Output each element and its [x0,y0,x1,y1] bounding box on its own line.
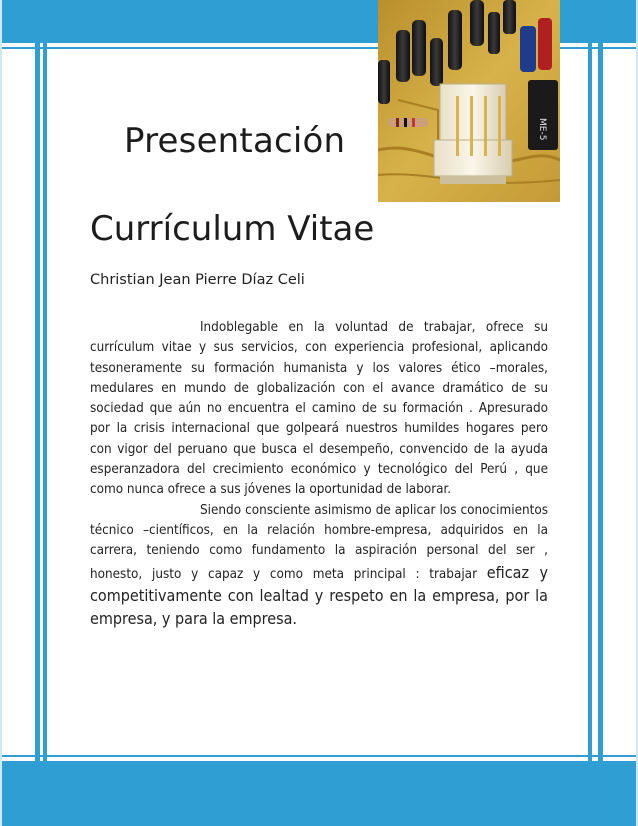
circuit-board-image [378,0,560,202]
paragraph-2 [90,501,548,632]
paragraph-2-start: Siendo consciente asimismo de aplicar los conocimientos técnico –científicos, en la relación hombre-empresa, adquiridos en la carrera, teniendo como fundamento la aspiración personal del ser , honesto, justo y capaz y como meta principal : trabajar [90,502,548,582]
right-frame-stripe-outer [598,0,603,826]
bottom-frame-band [0,761,638,826]
left-page-edge [0,0,2,826]
left-frame-stripe-outer [35,0,40,826]
document-body [90,318,548,631]
circuit-board-icon [378,0,560,202]
bottom-frame-line [0,755,638,757]
paragraph-2-end: eficaz y competitivamente con lealtad y respeto en la empresa, por la empresa, y para la empresa. [90,562,549,629]
chip-label: ME-5 [537,118,547,141]
author-name: Christian Jean Pierre Díaz Celi [90,272,305,288]
section-title-curriculum: Currículum Vitae [90,209,375,249]
left-frame-stripe-inner [43,0,47,826]
right-frame-stripe-inner [588,0,592,826]
page-title-presentacion: Presentación [124,121,346,161]
paragraph-1: Indoblegable en la voluntad de trabajar, ofrece su currículum vitae y sus servicios, con experiencia profesional, aplicando tesoneramente su formación humanista y los valores ético –morales, medulares en mundo de globalización con el avance dramático de su sociedad que aún no encuentra el camino de su formación . Apresurado por la crisis internacional que golpeará nuestros humildes hogares pero con vigor del peruano que busca el desempeño, convencido de la ayuda esperanzadora del crecimiento económico y tecnológico del Perú , que como nunca ofrece a sus jóvenes la oportunidad de laborar. [90,320,548,498]
